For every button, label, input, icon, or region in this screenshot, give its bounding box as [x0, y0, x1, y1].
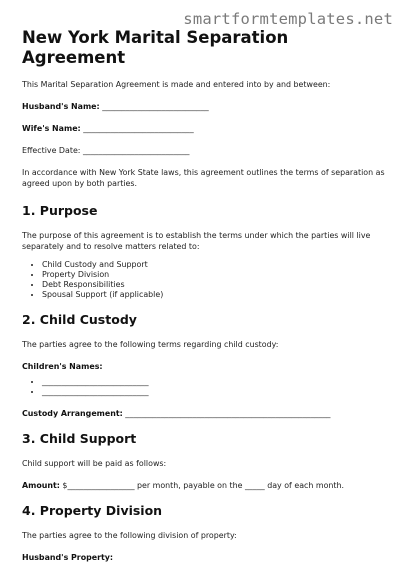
- title-line-2: Agreement: [22, 48, 126, 67]
- childrens-names-label: Children's Names:: [22, 362, 103, 371]
- list-item: • Child Custody and Support: [42, 260, 392, 270]
- husband-name-label: Husband's Name:: [22, 102, 100, 111]
- consideration-paragraph: In accordance with New York State laws, this agreement outlines the terms of separation as agreed upon by both parties.: [22, 168, 385, 188]
- intro-paragraph: This Marital Separation Agreement is made and entered into by and between:: [22, 80, 331, 89]
- section-heading-property-division: 4. Property Division: [22, 503, 163, 518]
- title-line-1: New York Marital Separation: [22, 28, 289, 47]
- wife-name-label: Wife's Name:: [22, 124, 81, 133]
- custody-arrangement-field[interactable]: [22, 408, 392, 419]
- section-heading-child-support: 3. Child Support: [22, 431, 137, 446]
- support-amount-field[interactable]: [22, 480, 392, 491]
- custody-text: The parties agree to the following terms regarding child custody:: [22, 340, 279, 349]
- child-name-blank[interactable]: • ___________________________: [42, 387, 392, 397]
- child-name-blank[interactable]: • ___________________________: [42, 377, 392, 387]
- list-item: • Debt Responsibilities: [42, 280, 392, 290]
- wife-name-field[interactable]: [22, 123, 392, 134]
- support-amount-text[interactable]: $_________________ per month, payable on the _____ day of each month.: [59, 481, 345, 490]
- purpose-text: The purpose of this agreement is to establish the terms under which the parties will live separately and to resolve matters related to:: [22, 231, 371, 251]
- effective-date-field[interactable]: [22, 145, 392, 156]
- wife-name-blank[interactable]: ____________________________: [80, 124, 194, 133]
- agreement-document: [22, 28, 392, 563]
- husbands-property-label: Husband's Property:: [22, 553, 114, 562]
- list-item: • Spousal Support (if applicable): [42, 290, 392, 300]
- site-watermark: smartformtemplates.net: [183, 10, 393, 28]
- husband-name-blank[interactable]: ___________________________: [99, 102, 209, 111]
- effective-date-label: Effective Date:: [22, 146, 81, 155]
- document-title: [22, 28, 392, 68]
- section-heading-child-custody: 2. Child Custody: [22, 312, 137, 327]
- list-item: • Property Division: [42, 270, 392, 280]
- section-heading-purpose: 1. Purpose: [22, 203, 98, 218]
- husband-name-field[interactable]: [22, 101, 392, 112]
- property-text: The parties agree to the following division of property:: [22, 531, 237, 540]
- support-amount-label: Amount:: [22, 481, 60, 490]
- purpose-list: [22, 260, 392, 300]
- support-text: Child support will be paid as follows:: [22, 459, 167, 468]
- childrens-names-list: [22, 377, 392, 397]
- effective-date-blank[interactable]: ___________________________: [80, 146, 190, 155]
- custody-arrangement-blank[interactable]: ____________________________________________________: [122, 409, 331, 418]
- custody-arrangement-label: Custody Arrangement:: [22, 409, 123, 418]
